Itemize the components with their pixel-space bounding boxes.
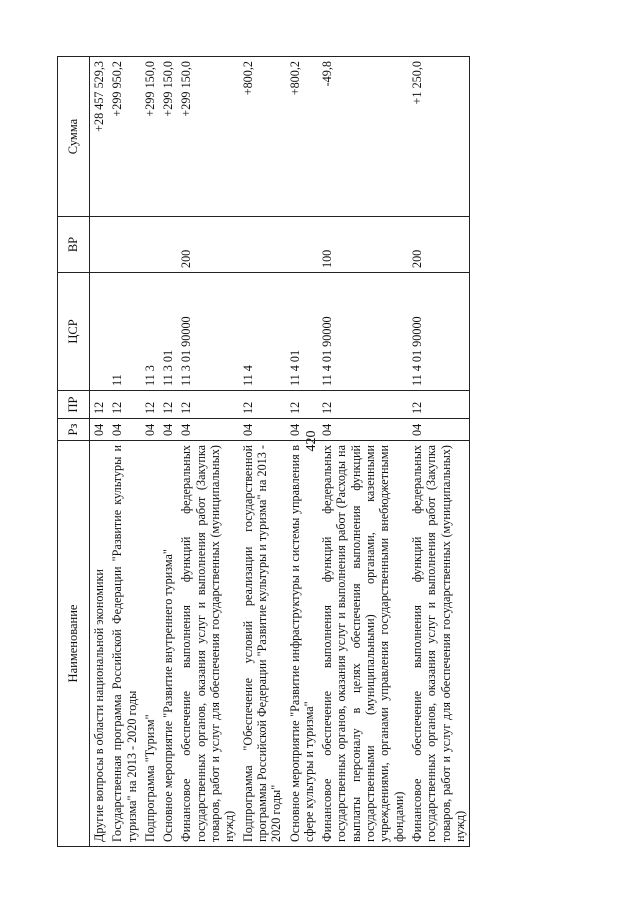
row-name: Финансовое обеспечение выполнения функций федеральных государственных органов, оказания услуг и выполнения работ (Расходы на выплаты персоналу в целях обеспечения выполнения функций государственными (муниципальными) органами, казенными учреждениями, органами управления государственными внебюджетными фондами)	[318, 441, 408, 847]
table-row	[90, 57, 109, 847]
table-row	[177, 57, 238, 847]
table-header-row	[58, 57, 90, 847]
row-rz: 04	[90, 419, 109, 441]
row-name: Основное мероприятие "Развитие инфраструктуры и системы управления в сфере культуры и туризма"	[286, 441, 319, 847]
row-rz: 04	[177, 419, 238, 441]
row-vr	[108, 217, 141, 273]
row-vr: 200	[177, 217, 238, 273]
row-csr: 11 4 01	[286, 273, 319, 391]
header-pr: ПР	[58, 391, 90, 419]
row-pr: 12	[159, 391, 177, 419]
row-csr: 11	[108, 273, 141, 391]
row-pr: 12	[108, 391, 141, 419]
row-csr: 11 4 01 90000	[318, 273, 408, 391]
row-sum: +299 150,0	[141, 57, 159, 217]
row-pr: 12	[286, 391, 319, 419]
row-rz: 04	[141, 419, 159, 441]
row-vr	[286, 217, 319, 273]
row-name: Финансовое обеспечение выполнения функций федеральных государственных органов, оказания услуг и выполнения работ (Закупка товаров, работ и услуг для обеспечения государственных (муниципальных) нужд)	[408, 441, 470, 847]
row-sum: +28 457 529,3	[90, 57, 109, 217]
header-name: Наименование	[58, 441, 90, 847]
row-pr: 12	[177, 391, 238, 419]
row-csr: 11 4	[239, 273, 286, 391]
page-number-text: 420	[304, 430, 319, 452]
row-sum: +299 150,0	[177, 57, 238, 217]
row-rz: 04	[159, 419, 177, 441]
row-name: Основное мероприятие "Развитие внутреннего туризма"	[159, 441, 177, 847]
header-rz: Рз	[58, 419, 90, 441]
rotated-table-container	[57, 57, 582, 847]
table-row	[239, 57, 286, 847]
row-pr: 12	[239, 391, 286, 419]
header-sum: Сумма	[58, 57, 90, 217]
row-sum: -49,8	[318, 57, 408, 217]
header-csr: ЦСР	[58, 273, 90, 391]
row-rz: 04	[408, 419, 470, 441]
row-vr	[90, 217, 109, 273]
row-name: Подпрограмма "Туризм"	[141, 441, 159, 847]
table-row	[318, 57, 408, 847]
row-vr	[159, 217, 177, 273]
row-csr: 11 3 01	[159, 273, 177, 391]
row-pr: 12	[408, 391, 470, 419]
row-pr: 12	[90, 391, 109, 419]
budget-table	[57, 56, 470, 847]
row-pr: 12	[318, 391, 408, 419]
row-csr	[90, 273, 109, 391]
row-rz: 04	[108, 419, 141, 441]
table-row	[408, 57, 470, 847]
row-sum: +1 250,0	[408, 57, 470, 217]
row-sum: +299 150,0	[159, 57, 177, 217]
row-rz: 04	[286, 419, 319, 441]
row-rz: 04	[318, 419, 408, 441]
row-csr: 11 3	[141, 273, 159, 391]
row-vr	[141, 217, 159, 273]
row-name: Другие вопросы в области национальной экономики	[90, 441, 109, 847]
row-name: Финансовое обеспечение выполнения функций федеральных государственных органов, оказания услуг и выполнения работ (Закупка товаров, работ и услуг для обеспечения государственных (муниципальных) нужд)	[177, 441, 238, 847]
table-row	[141, 57, 159, 847]
row-sum: +800,2	[239, 57, 286, 217]
row-name: Государственная программа Российской Федерации "Развитие культуры и туризма" на 2013 - 2020 годы	[108, 441, 141, 847]
table-row	[159, 57, 177, 847]
row-vr: 100	[318, 217, 408, 273]
row-vr	[239, 217, 286, 273]
row-pr: 12	[141, 391, 159, 419]
row-sum: +800,2	[286, 57, 319, 217]
header-vr: ВР	[58, 217, 90, 273]
row-name: Подпрограмма "Обеспечение условий реализации государственной программы Российской Федерации "Развитие культуры и туризма" на 2013 - 2020 годы"	[239, 441, 286, 847]
table-row	[108, 57, 141, 847]
row-csr: 11 4 01 90000	[408, 273, 470, 391]
row-vr: 200	[408, 217, 470, 273]
row-rz: 04	[239, 419, 286, 441]
row-sum: +299 950,2	[108, 57, 141, 217]
table-row	[286, 57, 319, 847]
row-csr: 11 3 01 90000	[177, 273, 238, 391]
